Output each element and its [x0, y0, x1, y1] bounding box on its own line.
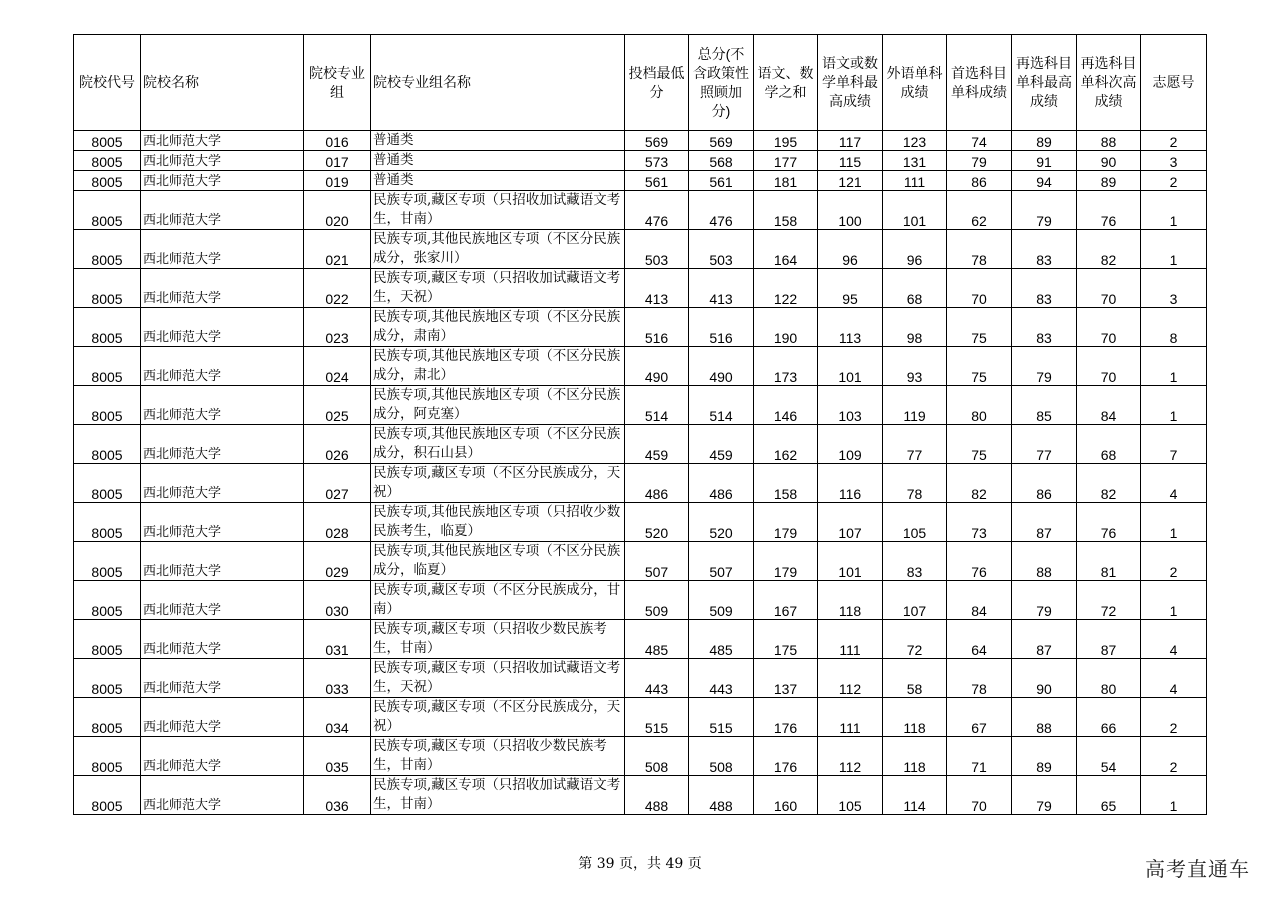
cell-group-name: 民族专项,藏区专项（只招收少数民族考生，甘南）	[371, 620, 625, 659]
cell-total-score: 443	[689, 659, 754, 698]
cell-chinese-math-max: 96	[818, 230, 883, 269]
cell-school-code: 8005	[74, 698, 141, 737]
cell-school-code: 8005	[74, 620, 141, 659]
cell-min-score: 516	[625, 308, 689, 347]
cell-group-name: 民族专项,其他民族地区专项（不区分民族成分，张家川）	[371, 230, 625, 269]
cell-school-name: 西北师范大学	[141, 308, 304, 347]
cell-group-name: 民族专项,藏区专项（只招收加试藏语文考生，甘南）	[371, 191, 625, 230]
table-row	[74, 269, 1207, 308]
cell-choice-number: 4	[1141, 464, 1207, 503]
cell-chinese-math-sum: 167	[754, 581, 818, 620]
cell-elective-second: 76	[1077, 503, 1141, 542]
cell-school-code: 8005	[74, 503, 141, 542]
cell-choice-number: 7	[1141, 425, 1207, 464]
cell-elective-second: 65	[1077, 776, 1141, 815]
cell-school-name: 西北师范大学	[141, 386, 304, 425]
cell-group-code: 024	[304, 347, 371, 386]
cell-chinese-math-sum: 162	[754, 425, 818, 464]
cell-group-name: 民族专项,藏区专项（只招收加试藏语文考生，天祝）	[371, 269, 625, 308]
cell-group-code: 030	[304, 581, 371, 620]
cell-elective-second: 80	[1077, 659, 1141, 698]
cell-total-score: 507	[689, 542, 754, 581]
table-row	[74, 542, 1207, 581]
cell-foreign-language: 72	[883, 620, 947, 659]
cell-chinese-math-sum: 175	[754, 620, 818, 659]
cell-school-name: 西北师范大学	[141, 347, 304, 386]
cell-elective-second: 72	[1077, 581, 1141, 620]
cell-first-subject: 70	[947, 269, 1012, 308]
cell-chinese-math-sum: 146	[754, 386, 818, 425]
cell-min-score: 443	[625, 659, 689, 698]
header-chinese-math-sum: 语文、数学之和	[754, 35, 818, 131]
cell-min-score: 490	[625, 347, 689, 386]
cell-chinese-math-sum: 190	[754, 308, 818, 347]
cell-total-score: 476	[689, 191, 754, 230]
cell-foreign-language: 118	[883, 737, 947, 776]
table-body	[74, 131, 1207, 815]
cell-group-code: 022	[304, 269, 371, 308]
cell-group-name: 民族专项,藏区专项（只招收加试藏语文考生，甘南）	[371, 776, 625, 815]
cell-school-name: 西北师范大学	[141, 737, 304, 776]
cell-min-score: 569	[625, 131, 689, 151]
watermark: 高考直通车	[1145, 857, 1250, 881]
cell-total-score: 520	[689, 503, 754, 542]
table-row	[74, 464, 1207, 503]
cell-chinese-math-sum: 176	[754, 737, 818, 776]
cell-group-name: 普通类	[371, 131, 625, 151]
cell-elective-max: 79	[1012, 347, 1077, 386]
table-row	[74, 425, 1207, 464]
cell-group-code: 033	[304, 659, 371, 698]
cell-group-name: 民族专项,藏区专项（只招收少数民族考生，甘南）	[371, 737, 625, 776]
cell-choice-number: 1	[1141, 347, 1207, 386]
cell-elective-max: 83	[1012, 308, 1077, 347]
cell-first-subject: 82	[947, 464, 1012, 503]
cell-first-subject: 84	[947, 581, 1012, 620]
cell-school-code: 8005	[74, 308, 141, 347]
cell-elective-second: 70	[1077, 269, 1141, 308]
cell-min-score: 508	[625, 737, 689, 776]
cell-group-code: 027	[304, 464, 371, 503]
header-first-subject: 首选科目单科成绩	[947, 35, 1012, 131]
cell-chinese-math-max: 103	[818, 386, 883, 425]
cell-choice-number: 2	[1141, 698, 1207, 737]
cell-elective-max: 94	[1012, 171, 1077, 191]
cell-total-score: 503	[689, 230, 754, 269]
cell-total-score: 413	[689, 269, 754, 308]
cell-group-name: 普通类	[371, 171, 625, 191]
cell-school-code: 8005	[74, 191, 141, 230]
cell-first-subject: 75	[947, 308, 1012, 347]
cell-total-score: 515	[689, 698, 754, 737]
cell-chinese-math-max: 121	[818, 171, 883, 191]
cell-chinese-math-sum: 158	[754, 464, 818, 503]
table-row	[74, 776, 1207, 815]
cell-min-score: 459	[625, 425, 689, 464]
cell-chinese-math-sum: 158	[754, 191, 818, 230]
header-group-name: 院校专业组名称	[371, 35, 625, 131]
header-group-code: 院校专业组	[304, 35, 371, 131]
cell-total-score: 561	[689, 171, 754, 191]
cell-choice-number: 2	[1141, 737, 1207, 776]
cell-first-subject: 75	[947, 347, 1012, 386]
cell-elective-max: 87	[1012, 503, 1077, 542]
table-row	[74, 503, 1207, 542]
cell-min-score: 573	[625, 151, 689, 171]
cell-elective-max: 88	[1012, 698, 1077, 737]
cell-min-score: 503	[625, 230, 689, 269]
cell-chinese-math-sum: 160	[754, 776, 818, 815]
cell-first-subject: 62	[947, 191, 1012, 230]
header-elective-second: 再选科目单科次高成绩	[1077, 35, 1141, 131]
cell-elective-max: 87	[1012, 620, 1077, 659]
cell-min-score: 509	[625, 581, 689, 620]
cell-foreign-language: 114	[883, 776, 947, 815]
cell-total-score: 485	[689, 620, 754, 659]
header-choice-number: 志愿号	[1141, 35, 1207, 131]
table-row	[74, 131, 1207, 151]
cell-school-name: 西北师范大学	[141, 464, 304, 503]
cell-total-score: 516	[689, 308, 754, 347]
cell-foreign-language: 58	[883, 659, 947, 698]
cell-chinese-math-max: 113	[818, 308, 883, 347]
table-row	[74, 171, 1207, 191]
cell-school-code: 8005	[74, 230, 141, 269]
cell-group-code: 026	[304, 425, 371, 464]
header-elective-max: 再选科目单科最高成绩	[1012, 35, 1077, 131]
cell-choice-number: 2	[1141, 542, 1207, 581]
cell-choice-number: 3	[1141, 269, 1207, 308]
cell-chinese-math-max: 115	[818, 151, 883, 171]
cell-chinese-math-sum: 122	[754, 269, 818, 308]
cell-group-code: 031	[304, 620, 371, 659]
cell-elective-second: 81	[1077, 542, 1141, 581]
cell-group-name: 民族专项,其他民族地区专项（不区分民族成分，肃南）	[371, 308, 625, 347]
cell-school-name: 西北师范大学	[141, 698, 304, 737]
cell-foreign-language: 101	[883, 191, 947, 230]
cell-min-score: 413	[625, 269, 689, 308]
table-row	[74, 230, 1207, 269]
cell-first-subject: 75	[947, 425, 1012, 464]
cell-school-name: 西北师范大学	[141, 659, 304, 698]
cell-total-score: 486	[689, 464, 754, 503]
cell-school-code: 8005	[74, 386, 141, 425]
header-foreign-language: 外语单科成绩	[883, 35, 947, 131]
cell-total-score: 508	[689, 737, 754, 776]
cell-chinese-math-max: 107	[818, 503, 883, 542]
cell-choice-number: 4	[1141, 659, 1207, 698]
cell-school-code: 8005	[74, 151, 141, 171]
cell-choice-number: 4	[1141, 620, 1207, 659]
cell-elective-max: 91	[1012, 151, 1077, 171]
cell-choice-number: 1	[1141, 386, 1207, 425]
cell-school-code: 8005	[74, 542, 141, 581]
cell-foreign-language: 119	[883, 386, 947, 425]
cell-foreign-language: 68	[883, 269, 947, 308]
cell-first-subject: 86	[947, 171, 1012, 191]
cell-school-code: 8005	[74, 171, 141, 191]
cell-first-subject: 73	[947, 503, 1012, 542]
cell-school-name: 西北师范大学	[141, 542, 304, 581]
cell-foreign-language: 107	[883, 581, 947, 620]
cell-min-score: 520	[625, 503, 689, 542]
cell-first-subject: 70	[947, 776, 1012, 815]
cell-min-score: 486	[625, 464, 689, 503]
cell-group-name: 民族专项,其他民族地区专项（只招收少数民族考生，临夏）	[371, 503, 625, 542]
cell-total-score: 459	[689, 425, 754, 464]
cell-foreign-language: 78	[883, 464, 947, 503]
cell-chinese-math-sum: 179	[754, 542, 818, 581]
cell-choice-number: 1	[1141, 230, 1207, 269]
cell-school-name: 西北师范大学	[141, 776, 304, 815]
cell-school-name: 西北师范大学	[141, 151, 304, 171]
cell-elective-second: 90	[1077, 151, 1141, 171]
cell-chinese-math-max: 111	[818, 620, 883, 659]
cell-foreign-language: 83	[883, 542, 947, 581]
cell-elective-max: 79	[1012, 581, 1077, 620]
cell-min-score: 514	[625, 386, 689, 425]
table-row	[74, 698, 1207, 737]
cell-total-score: 509	[689, 581, 754, 620]
cell-school-code: 8005	[74, 269, 141, 308]
cell-elective-second: 54	[1077, 737, 1141, 776]
cell-group-code: 019	[304, 171, 371, 191]
cell-school-code: 8005	[74, 425, 141, 464]
cell-elective-second: 89	[1077, 171, 1141, 191]
cell-chinese-math-max: 109	[818, 425, 883, 464]
cell-chinese-math-max: 116	[818, 464, 883, 503]
cell-choice-number: 1	[1141, 191, 1207, 230]
cell-group-name: 民族专项,藏区专项（不区分民族成分，天祝）	[371, 698, 625, 737]
cell-choice-number: 3	[1141, 151, 1207, 171]
header-row	[74, 35, 1207, 131]
cell-elective-max: 90	[1012, 659, 1077, 698]
cell-first-subject: 78	[947, 230, 1012, 269]
cell-group-code: 025	[304, 386, 371, 425]
cell-foreign-language: 123	[883, 131, 947, 151]
cell-chinese-math-max: 105	[818, 776, 883, 815]
cell-choice-number: 1	[1141, 776, 1207, 815]
table-row	[74, 737, 1207, 776]
cell-first-subject: 71	[947, 737, 1012, 776]
cell-min-score: 515	[625, 698, 689, 737]
cell-foreign-language: 93	[883, 347, 947, 386]
cell-chinese-math-max: 95	[818, 269, 883, 308]
cell-group-code: 021	[304, 230, 371, 269]
table-row	[74, 191, 1207, 230]
cell-elective-second: 82	[1077, 464, 1141, 503]
header-min-score: 投档最低分	[625, 35, 689, 131]
cell-group-name: 民族专项,其他民族地区专项（不区分民族成分，积石山县）	[371, 425, 625, 464]
cell-school-name: 西北师范大学	[141, 230, 304, 269]
cell-chinese-math-max: 112	[818, 659, 883, 698]
table-row	[74, 151, 1207, 171]
cell-foreign-language: 77	[883, 425, 947, 464]
cell-min-score: 476	[625, 191, 689, 230]
cell-elective-max: 83	[1012, 269, 1077, 308]
cell-foreign-language: 96	[883, 230, 947, 269]
cell-min-score: 485	[625, 620, 689, 659]
cell-group-code: 035	[304, 737, 371, 776]
cell-school-name: 西北师范大学	[141, 171, 304, 191]
cell-elective-max: 79	[1012, 191, 1077, 230]
table-row	[74, 386, 1207, 425]
cell-group-name: 民族专项,藏区专项（不区分民族成分，甘南）	[371, 581, 625, 620]
cell-foreign-language: 131	[883, 151, 947, 171]
cell-foreign-language: 105	[883, 503, 947, 542]
cell-chinese-math-sum: 179	[754, 503, 818, 542]
cell-first-subject: 76	[947, 542, 1012, 581]
cell-group-code: 028	[304, 503, 371, 542]
cell-choice-number: 1	[1141, 581, 1207, 620]
cell-group-code: 023	[304, 308, 371, 347]
cell-group-code: 029	[304, 542, 371, 581]
cell-school-code: 8005	[74, 581, 141, 620]
table-row	[74, 347, 1207, 386]
cell-elective-max: 85	[1012, 386, 1077, 425]
cell-chinese-math-max: 112	[818, 737, 883, 776]
cell-school-code: 8005	[74, 347, 141, 386]
cell-foreign-language: 98	[883, 308, 947, 347]
cell-first-subject: 67	[947, 698, 1012, 737]
cell-elective-second: 76	[1077, 191, 1141, 230]
admission-score-table	[73, 34, 1207, 815]
cell-chinese-math-max: 101	[818, 542, 883, 581]
cell-first-subject: 79	[947, 151, 1012, 171]
cell-elective-second: 70	[1077, 308, 1141, 347]
cell-group-name: 民族专项,藏区专项（不区分民族成分，天祝）	[371, 464, 625, 503]
cell-group-code: 016	[304, 131, 371, 151]
cell-min-score: 488	[625, 776, 689, 815]
cell-group-code: 017	[304, 151, 371, 171]
cell-total-score: 568	[689, 151, 754, 171]
cell-total-score: 490	[689, 347, 754, 386]
header-school-code: 院校代号	[74, 35, 141, 131]
cell-elective-second: 70	[1077, 347, 1141, 386]
cell-choice-number: 2	[1141, 171, 1207, 191]
cell-elective-second: 68	[1077, 425, 1141, 464]
cell-group-name: 民族专项,其他民族地区专项（不区分民族成分，阿克塞）	[371, 386, 625, 425]
cell-chinese-math-sum: 176	[754, 698, 818, 737]
cell-min-score: 561	[625, 171, 689, 191]
cell-foreign-language: 111	[883, 171, 947, 191]
header-total-score: 总分(不含政策性照顾加分)	[689, 35, 754, 131]
page-footer: 第 39 页，共 49 页	[578, 856, 702, 872]
cell-elective-max: 89	[1012, 131, 1077, 151]
cell-elective-max: 77	[1012, 425, 1077, 464]
cell-min-score: 507	[625, 542, 689, 581]
cell-group-code: 034	[304, 698, 371, 737]
cell-school-code: 8005	[74, 131, 141, 151]
cell-group-name: 普通类	[371, 151, 625, 171]
cell-first-subject: 80	[947, 386, 1012, 425]
cell-school-code: 8005	[74, 659, 141, 698]
table-row	[74, 659, 1207, 698]
table-row	[74, 620, 1207, 659]
cell-school-name: 西北师范大学	[141, 581, 304, 620]
cell-first-subject: 64	[947, 620, 1012, 659]
cell-choice-number: 1	[1141, 503, 1207, 542]
cell-total-score: 488	[689, 776, 754, 815]
cell-school-name: 西北师范大学	[141, 425, 304, 464]
header-school-name: 院校名称	[141, 35, 304, 131]
cell-elective-second: 88	[1077, 131, 1141, 151]
cell-elective-max: 88	[1012, 542, 1077, 581]
cell-elective-second: 87	[1077, 620, 1141, 659]
table-row	[74, 581, 1207, 620]
cell-school-code: 8005	[74, 464, 141, 503]
cell-elective-max: 89	[1012, 737, 1077, 776]
cell-group-name: 民族专项,其他民族地区专项（不区分民族成分，临夏）	[371, 542, 625, 581]
cell-total-score: 514	[689, 386, 754, 425]
cell-chinese-math-max: 101	[818, 347, 883, 386]
cell-elective-second: 66	[1077, 698, 1141, 737]
cell-school-code: 8005	[74, 776, 141, 815]
cell-first-subject: 78	[947, 659, 1012, 698]
cell-elective-max: 86	[1012, 464, 1077, 503]
cell-school-name: 西北师范大学	[141, 620, 304, 659]
cell-chinese-math-sum: 173	[754, 347, 818, 386]
cell-chinese-math-sum: 181	[754, 171, 818, 191]
table-row	[74, 308, 1207, 347]
cell-foreign-language: 118	[883, 698, 947, 737]
cell-chinese-math-max: 117	[818, 131, 883, 151]
cell-choice-number: 2	[1141, 131, 1207, 151]
cell-school-name: 西北师范大学	[141, 191, 304, 230]
cell-chinese-math-sum: 195	[754, 131, 818, 151]
cell-chinese-math-sum: 137	[754, 659, 818, 698]
cell-chinese-math-max: 111	[818, 698, 883, 737]
cell-choice-number: 8	[1141, 308, 1207, 347]
cell-elective-max: 79	[1012, 776, 1077, 815]
cell-first-subject: 74	[947, 131, 1012, 151]
cell-school-name: 西北师范大学	[141, 131, 304, 151]
cell-group-name: 民族专项,藏区专项（只招收加试藏语文考生，天祝）	[371, 659, 625, 698]
cell-chinese-math-max: 118	[818, 581, 883, 620]
cell-elective-second: 82	[1077, 230, 1141, 269]
cell-group-code: 020	[304, 191, 371, 230]
cell-total-score: 569	[689, 131, 754, 151]
cell-chinese-math-max: 100	[818, 191, 883, 230]
cell-school-name: 西北师范大学	[141, 269, 304, 308]
header-chinese-math-max: 语文或数学单科最高成绩	[818, 35, 883, 131]
cell-chinese-math-sum: 164	[754, 230, 818, 269]
cell-elective-second: 84	[1077, 386, 1141, 425]
cell-school-code: 8005	[74, 737, 141, 776]
cell-group-code: 036	[304, 776, 371, 815]
cell-chinese-math-sum: 177	[754, 151, 818, 171]
cell-elective-max: 83	[1012, 230, 1077, 269]
cell-group-name: 民族专项,其他民族地区专项（不区分民族成分，肃北）	[371, 347, 625, 386]
cell-school-name: 西北师范大学	[141, 503, 304, 542]
